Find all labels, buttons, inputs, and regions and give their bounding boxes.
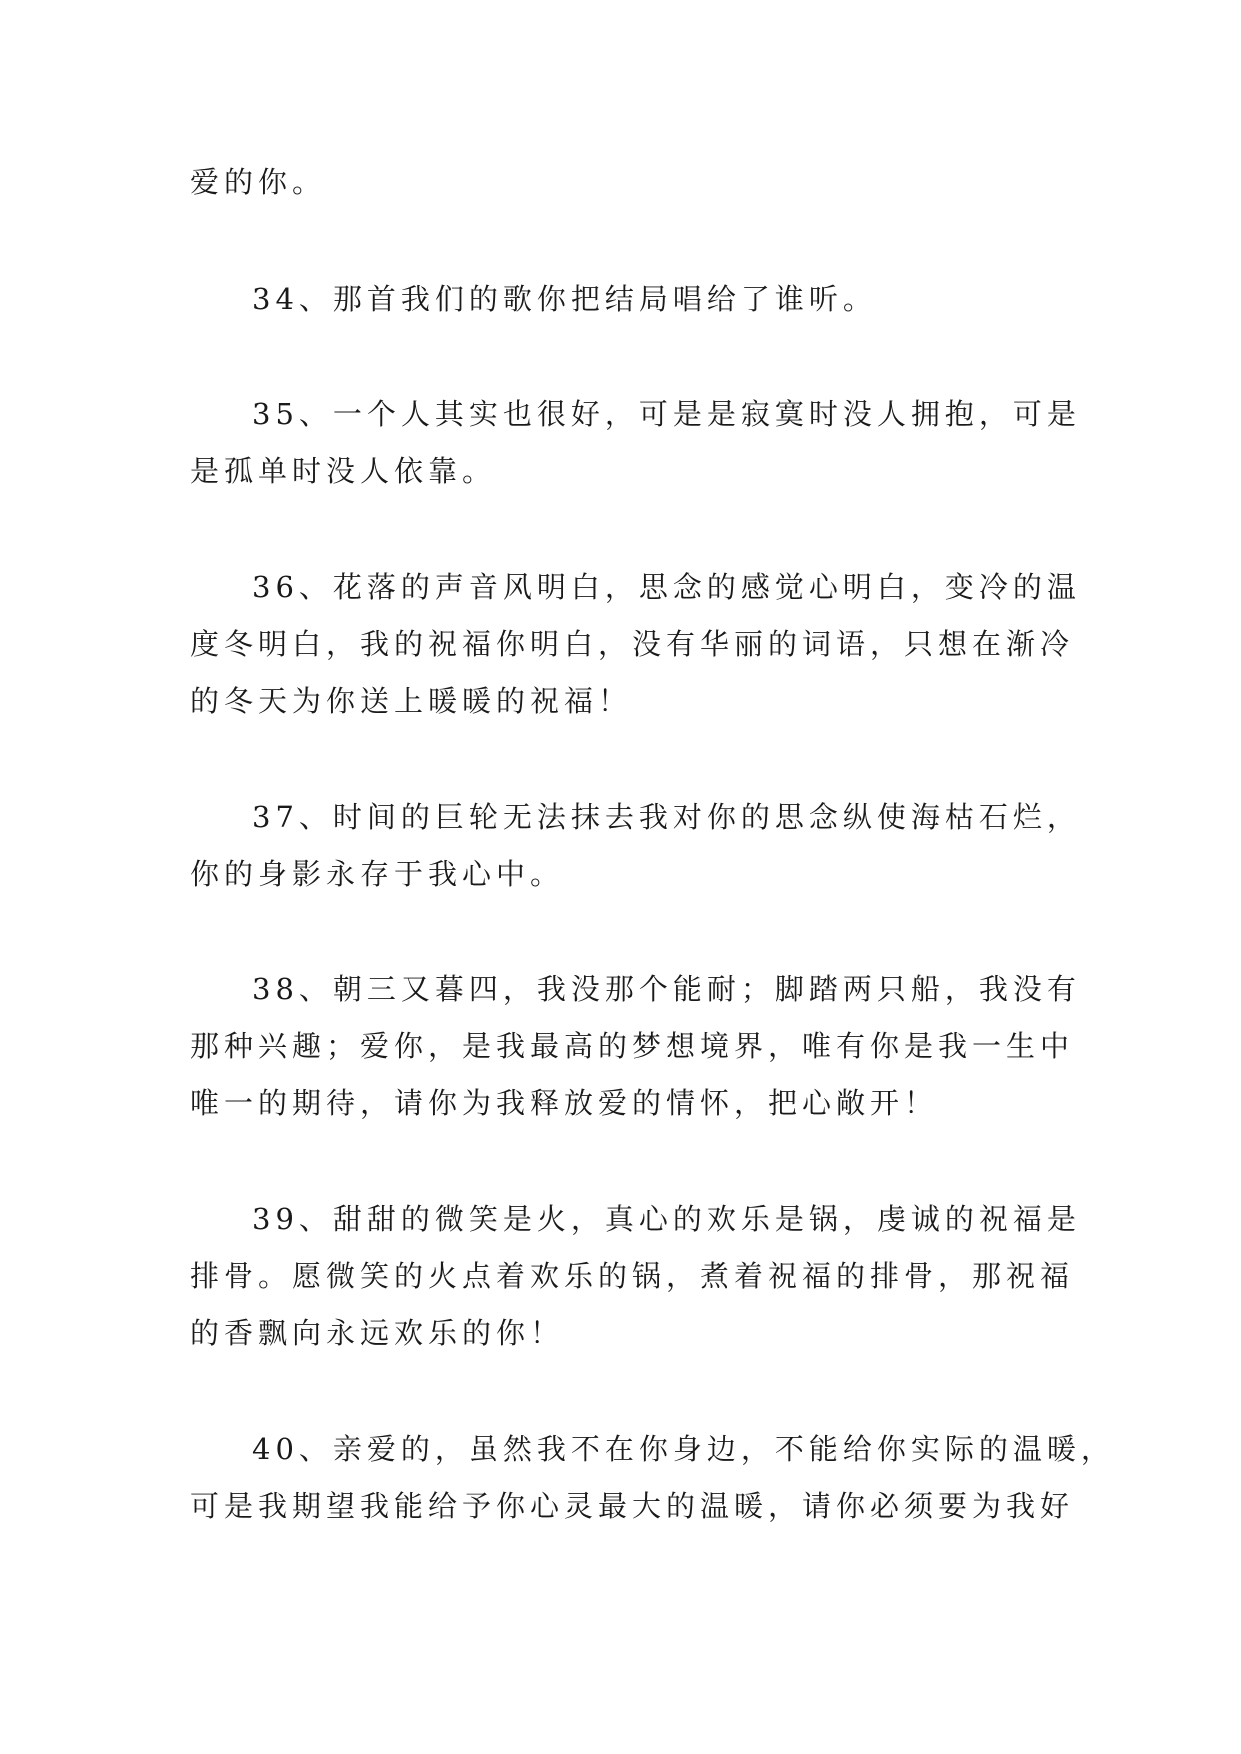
text-line: 的香飘向永远欢乐的你！ [190, 1316, 565, 1350]
text-line-item-34: 34、那首我们的歌你把结局唱给了谁听。 [252, 282, 877, 316]
text-line: 是孤单时没人依靠。 [190, 454, 497, 488]
text-line-item-37: 37、时间的巨轮无法抹去我对你的思念纵使海枯石烂， [252, 800, 1081, 834]
text-line-item-35: 35、一个人其实也很好，可是是寂寞时没人拥抱，可是 [252, 397, 1081, 431]
text-line-item-39: 39、甜甜的微笑是火，真心的欢乐是锅，虔诚的祝福是 [252, 1202, 1081, 1236]
text-line-item-40: 40、亲爱的，虽然我不在你身边，不能给你实际的温暖， [252, 1432, 1115, 1466]
text-line: 你的身影永存于我心中。 [190, 857, 565, 891]
text-line: 可是我期望我能给予你心灵最大的温暖，请你必须要为我好 [190, 1489, 1075, 1523]
text-line: 度冬明白，我的祝福你明白，没有华丽的词语，只想在渐冷 [190, 627, 1075, 661]
text-line: 那种兴趣；爱你，是我最高的梦想境界，唯有你是我一生中 [190, 1029, 1075, 1063]
text-line-item-36: 36、花落的声音风明白，思念的感觉心明白，变冷的温 [252, 570, 1081, 604]
text-line: 唯一的期待，请你为我释放爱的情怀，把心敞开！ [190, 1086, 939, 1120]
text-line-item-38: 38、朝三又暮四，我没那个能耐；脚踏两只船，我没有 [252, 972, 1081, 1006]
text-line: 排骨。愿微笑的火点着欢乐的锅，煮着祝福的排骨，那祝福 [190, 1259, 1075, 1293]
text-line: 的冬天为你送上暖暖的祝福！ [190, 684, 633, 718]
text-line: 爱的你。 [190, 165, 327, 199]
